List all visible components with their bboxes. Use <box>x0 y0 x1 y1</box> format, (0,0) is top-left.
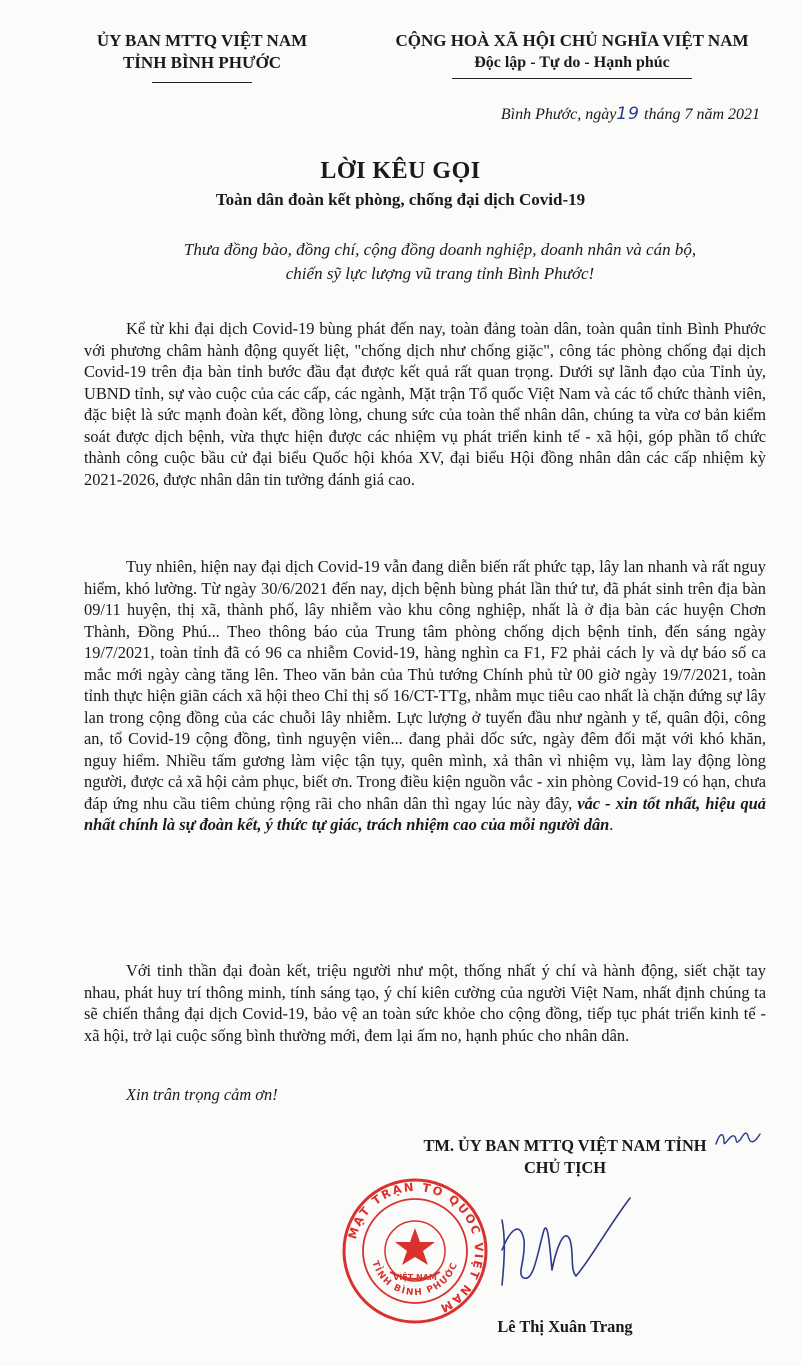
motto: Độc lập - Tự do - Hạnh phúc <box>474 54 670 71</box>
salutation <box>110 238 770 286</box>
signature-organization: TM. ỦY BAN MTTQ VIỆT NAM TỈNH <box>423 1136 707 1155</box>
issuing-organization <box>62 30 342 74</box>
handwritten-signature <box>480 1190 650 1300</box>
dateline <box>380 104 760 124</box>
org-name-line2: TỈNH BÌNH PHƯỚC <box>122 53 282 72</box>
paragraph-2-emphasis: vắc - xin tốt nhất, hiệu quả nhất chính là sự đoàn kết, ý thức tự giác, trách nhiệm cao của mỗi người dân <box>84 793 766 834</box>
org-name-line1: ỦY BAN MTTQ VIỆT NAM <box>96 31 308 50</box>
salutation-line1: Thưa đồng bào, đồng chí, cộng đồng doanh nghiệp, doanh nhân và cán bộ, <box>183 240 697 259</box>
salutation-line2: chiến sỹ lực lượng vũ trang tỉnh Bình Phước! <box>285 264 595 283</box>
signature-role: CHỦ TỊCH <box>523 1158 607 1177</box>
handwritten-initials <box>714 1126 766 1152</box>
paragraph-1: Kể từ khi đại dịch Covid-19 bùng phát đến nay, toàn đảng toàn dân, toàn quân tỉnh Bình Phước với phương châm hành động quyết liệt, "chống dịch như chống giặc", công tác phòng chống đại dịch Covid-19 trên địa bàn tỉnh bước đầu đạt được kết quả rất quan trọng. Dưới sự lãnh đạo của Tỉnh ủy, UBND tỉnh, sự vào cuộc của các cấp, các ngành, Mặt trận Tổ quốc Việt Nam và các tổ chức thành viên, đặc biệt là sức mạnh đoàn kết, đồng lòng, chung sức của toàn thể nhân dân, chúng ta vừa cơ bản kiểm soát được dịch bệnh, vừa thực hiện được các nhiệm vụ phát triển kinh tế - xã hội, góp phần tổ chức thành công cuộc bầu cử đại biểu Quốc hội khóa XV, đại biểu Hội đồng nhân dân các cấp nhiệm kỳ 2021-2026, được nhân dân tin tưởng đánh giá cao. <box>84 319 766 489</box>
document-title: LỜI KÊU GỌI <box>320 158 481 184</box>
dateline-day-handwritten: 19 <box>616 104 640 124</box>
stamp-outer-text: MẶT TRẬN TỔ QUỐC VIỆT NAM <box>345 1179 487 1317</box>
paragraph-2-text: Tuy nhiên, hiện nay đại dịch Covid-19 vẫn đang diễn biến rất phức tạp, lây lan nhanh và rất nguy hiểm, khó lường. Từ ngày 30/6/2021 đến nay, dịch bệnh bùng phát lần thứ tư, đã phát sinh trên địa bàn 09/11 huyện, thị xã, thành phố, lây nhiễm vào khu công nghiệp, nhất là ở địa bàn các huyện Chơn Thành, Đồng Phú... Theo thông báo của Trung tâm phòng chống dịch bệnh tỉnh, đến sáng ngày 19/7/2021, toàn tỉnh đã có 96 ca nhiễm Covid-19, hàng nghìn ca F1, F2 phải cách ly và dự báo số ca mắc mới ngày càng tăng lên. Theo văn bản của Thủ tướng Chính phủ từ 00 giờ ngày 19/7/2021, toàn tỉnh thực hiện giãn cách xã hội theo Chỉ thị số 16/CT-TTg, nhằm mục tiêu cao nhất là chặn đứng sự lây lan trong cộng đồng của các chuỗi lây nhiễm. Lực lượng ở tuyến đầu như ngành y tế, quân đội, công an, tổ Covid-19 cộng đồng, tình nguyện viên... đang phải dốc sức, ngày đêm đối mặt với khó khăn, nguy hiểm. Nhiều tấm gương làm việc tận tụy, quên mình, xả thân vì nhiệm vụ, làm lay động lòng người, được cả xã hội cảm phục, biết ơn. Trong điều kiện nguồn vắc - xin phòng Covid-19 có hạn, chưa đáp ứng nhu cầu tiêm chủng rộng rãi cho nhân dân thì ngay lúc này đây, <box>84 557 766 813</box>
closing-line: Xin trân trọng cảm ơn! <box>126 1085 278 1104</box>
motto-underline <box>452 78 692 79</box>
document-subtitle: Toàn dân đoàn kết phòng, chống đại dịch Covid-19 <box>215 190 586 209</box>
dateline-prefix: Bình Phước, ngày <box>500 106 617 123</box>
nation-name: CỘNG HOÀ XÃ HỘI CHỦ NGHĨA VIỆT NAM <box>395 31 749 50</box>
stamp-center-label: VIỆT NAM <box>393 1273 437 1282</box>
dateline-suffix: tháng 7 năm 2021 <box>640 106 760 123</box>
national-motto <box>352 30 792 74</box>
signatory-name: Lê Thị Xuân Trang <box>497 1317 633 1336</box>
paragraph-2 <box>84 556 766 836</box>
stamp-inner-text: TỈNH BÌNH PHƯỚC <box>369 1259 461 1299</box>
paragraph-2-end: . <box>609 815 614 834</box>
paragraph-3: Với tinh thần đại đoàn kết, triệu người như một, thống nhất ý chí và hành động, siết chặt tay nhau, phát huy trí thông minh, tính sáng tạo, ý chí kiên cường của người Việt Nam, nhất định chúng ta sẽ chiến thắng đại dịch Covid-19, bảo vệ an toàn sức khỏe cho cộng đồng, tiếp tục phát triển kinh tế - xã hội, trở lại cuộc sống bình thường mới, đem lại ấm no, hạnh phúc cho nhân dân. <box>84 961 766 1045</box>
official-seal-stamp <box>340 1176 490 1326</box>
org-underline <box>152 82 252 83</box>
